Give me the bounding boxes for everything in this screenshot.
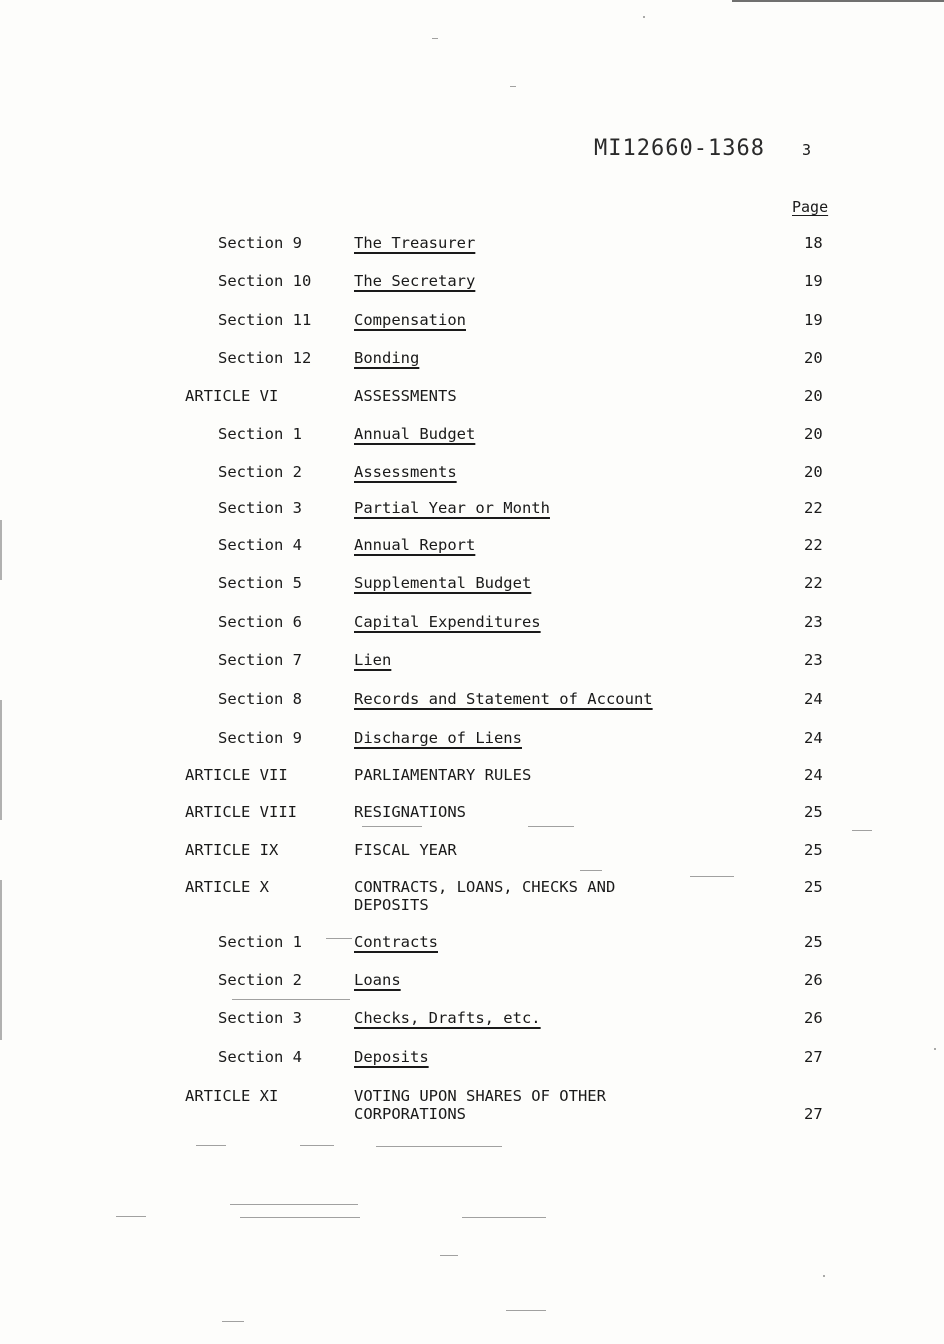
toc-page: 22 <box>804 536 823 554</box>
toc-label: Section 8 <box>218 690 302 708</box>
scan-speck <box>852 830 872 831</box>
scan-speck <box>440 1255 458 1256</box>
toc-label: Section 12 <box>218 349 312 367</box>
toc-label: ARTICLE IX <box>185 841 279 859</box>
toc-title: Assessments <box>354 463 457 481</box>
toc-page: 24 <box>804 729 823 747</box>
toc-title: PARLIAMENTARY RULES <box>354 766 532 784</box>
toc-label: Section 7 <box>218 651 302 669</box>
toc-label: Section 1 <box>218 425 302 443</box>
toc-label: ARTICLE X <box>185 878 269 896</box>
toc-page: 19 <box>804 272 823 290</box>
toc-page: 20 <box>804 387 823 405</box>
toc-page: 24 <box>804 690 823 708</box>
toc-page: 26 <box>804 1009 823 1027</box>
scan-edge-speck <box>0 880 2 1040</box>
toc-page: 27 <box>804 1105 823 1123</box>
toc-page: 27 <box>804 1048 823 1066</box>
toc-title: Partial Year or Month <box>354 499 550 517</box>
scan-speck <box>934 1048 936 1050</box>
toc-label: Section 3 <box>218 499 302 517</box>
toc-page: 20 <box>804 463 823 481</box>
toc-label: Section 10 <box>218 272 312 290</box>
toc-label: Section 4 <box>218 1048 302 1066</box>
scan-speck <box>823 1275 825 1277</box>
toc-title-continued: DEPOSITS <box>354 896 429 914</box>
toc-page: 26 <box>804 971 823 989</box>
toc-title: The Secretary <box>354 272 476 290</box>
toc-page: 24 <box>804 766 823 784</box>
toc-title: Loans <box>354 971 401 989</box>
toc-title: VOTING UPON SHARES OF OTHER <box>354 1087 606 1105</box>
toc-label: Section 1 <box>218 933 302 951</box>
toc-title: Annual Report <box>354 536 476 554</box>
document-id-stamp: MI12660-1368 <box>594 136 765 161</box>
toc-title: FISCAL YEAR <box>354 841 457 859</box>
toc-label: Section 6 <box>218 613 302 631</box>
page-number: 3 <box>802 141 812 159</box>
toc-title-continued: CORPORATIONS <box>354 1105 466 1123</box>
scan-speck <box>580 870 602 871</box>
toc-label: ARTICLE VII <box>185 766 288 784</box>
toc-label: ARTICLE XI <box>185 1087 279 1105</box>
toc-label: Section 2 <box>218 463 302 481</box>
toc-title: Contracts <box>354 933 438 951</box>
scan-edge-line <box>732 0 944 2</box>
toc-label: Section 11 <box>218 311 312 329</box>
scan-speck <box>432 38 438 39</box>
toc-title: RESIGNATIONS <box>354 803 466 821</box>
toc-page: 20 <box>804 425 823 443</box>
scan-speck <box>690 876 734 877</box>
toc-title: CONTRACTS, LOANS, CHECKS AND <box>354 878 616 896</box>
toc-page: 25 <box>804 803 823 821</box>
scan-speck <box>230 1204 358 1205</box>
scan-speck <box>232 999 350 1000</box>
toc-label: Section 4 <box>218 536 302 554</box>
toc-title: Discharge of Liens <box>354 729 522 747</box>
toc-page: 22 <box>804 499 823 517</box>
toc-label: ARTICLE VIII <box>185 803 297 821</box>
toc-label: ARTICLE VI <box>185 387 279 405</box>
toc-page: 25 <box>804 878 823 896</box>
scan-speck <box>362 826 422 827</box>
toc-page: 25 <box>804 841 823 859</box>
scan-speck <box>528 826 574 827</box>
toc-title: Records and Statement of Account <box>354 690 653 708</box>
toc-page: 22 <box>804 574 823 592</box>
toc-title: Bonding <box>354 349 420 367</box>
toc-title: The Treasurer <box>354 234 476 252</box>
scan-speck <box>240 1217 360 1218</box>
toc-page: 23 <box>804 651 823 669</box>
scan-speck <box>300 1145 334 1146</box>
toc-page: 18 <box>804 234 823 252</box>
toc-page: 19 <box>804 311 823 329</box>
scan-speck <box>462 1217 546 1218</box>
scan-edge-speck <box>0 520 2 580</box>
page-column-header: Page <box>792 198 829 216</box>
scan-edge-speck <box>0 700 2 820</box>
toc-title: Capital Expenditures <box>354 613 541 631</box>
scan-speck <box>222 1321 244 1322</box>
toc-page: 20 <box>804 349 823 367</box>
scan-speck <box>510 86 516 87</box>
toc-label: Section 9 <box>218 729 302 747</box>
toc-label: Section 2 <box>218 971 302 989</box>
toc-label: Section 9 <box>218 234 302 252</box>
toc-title: Checks, Drafts, etc. <box>354 1009 541 1027</box>
toc-title: Deposits <box>354 1048 429 1066</box>
scan-speck <box>196 1145 226 1146</box>
toc-title: Lien <box>354 651 392 669</box>
scan-speck <box>116 1216 146 1217</box>
scan-speck <box>376 1146 502 1147</box>
toc-label: Section 5 <box>218 574 302 592</box>
toc-label: Section 3 <box>218 1009 302 1027</box>
scan-speck <box>506 1310 546 1311</box>
scan-speck <box>643 16 645 18</box>
scan-speck <box>326 938 352 939</box>
toc-title: Supplemental Budget <box>354 574 532 592</box>
toc-page: 23 <box>804 613 823 631</box>
toc-page: 25 <box>804 933 823 951</box>
toc-title: ASSESSMENTS <box>354 387 457 405</box>
toc-title: Compensation <box>354 311 466 329</box>
toc-title: Annual Budget <box>354 425 476 443</box>
